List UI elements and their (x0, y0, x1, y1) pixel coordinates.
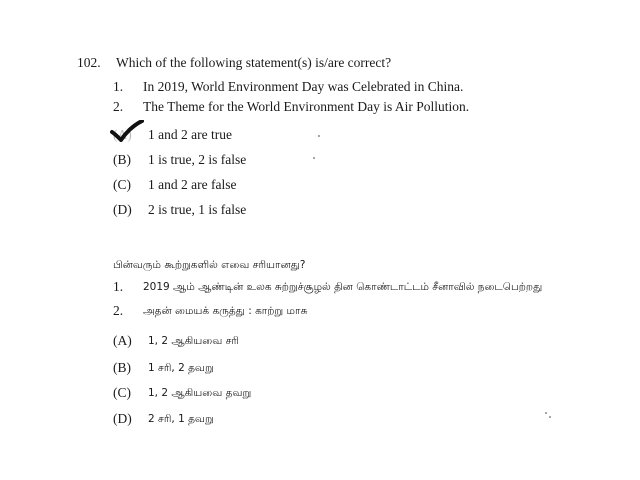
tamil-statement-1-text: 2019 ஆம் ஆண்டின் உலக சுற்றுச்சூழல் தின கொண்டாட்டம் சீனாவில் நடைபெற்றது (143, 281, 543, 293)
statement-2-text: The Theme for the World Environment Day is Air Pollution. (143, 99, 470, 114)
scan-speck (313, 157, 315, 159)
tamil-option-d-label: (D) (113, 411, 132, 426)
option-c-text: 1 and 2 are false (148, 177, 237, 192)
question-prompt-tamil: பின்வரும் கூற்றுகளில் எவை சரியானது? (113, 259, 306, 271)
question-number: 102. (77, 55, 101, 70)
option-b-label: (B) (113, 152, 131, 167)
tamil-statement-1-number: 1. (113, 279, 124, 294)
tamil-statement-2-number: 2. (113, 303, 124, 318)
statement-2-number: 2. (113, 99, 124, 114)
option-d-text: 2 is true, 1 is false (148, 202, 247, 217)
option-d-label: (D) (113, 202, 132, 217)
option-a-label: (A) (113, 127, 132, 142)
tamil-statement-2-text: அதன் மையக் கருத்து : காற்று மாசு (143, 305, 308, 317)
tamil-option-c-text: 1, 2 ஆகியவை தவறு (148, 387, 252, 399)
scan-speck (545, 412, 547, 414)
tamil-option-c-label: (C) (113, 385, 131, 400)
tamil-option-d-text: 2 சரி, 1 தவறு (148, 413, 214, 425)
option-a-text: 1 and 2 are true (148, 127, 232, 142)
statement-1-text: In 2019, World Environment Day was Celebrated in China. (143, 79, 464, 94)
tamil-option-b-label: (B) (113, 360, 131, 375)
checkmark-icon (110, 120, 144, 142)
question-prompt-english: Which of the following statement(s) is/are correct? (116, 55, 392, 70)
tamil-option-a-text: 1, 2 ஆகியவை சரி (148, 335, 239, 347)
tamil-option-a-label: (A) (113, 333, 132, 348)
scan-speck (318, 135, 320, 137)
option-b-text: 1 is true, 2 is false (148, 152, 247, 167)
statement-1-number: 1. (113, 79, 124, 94)
option-c-label: (C) (113, 177, 131, 192)
scan-speck (549, 416, 551, 418)
tamil-option-b-text: 1 சரி, 2 தவறு (148, 362, 214, 374)
